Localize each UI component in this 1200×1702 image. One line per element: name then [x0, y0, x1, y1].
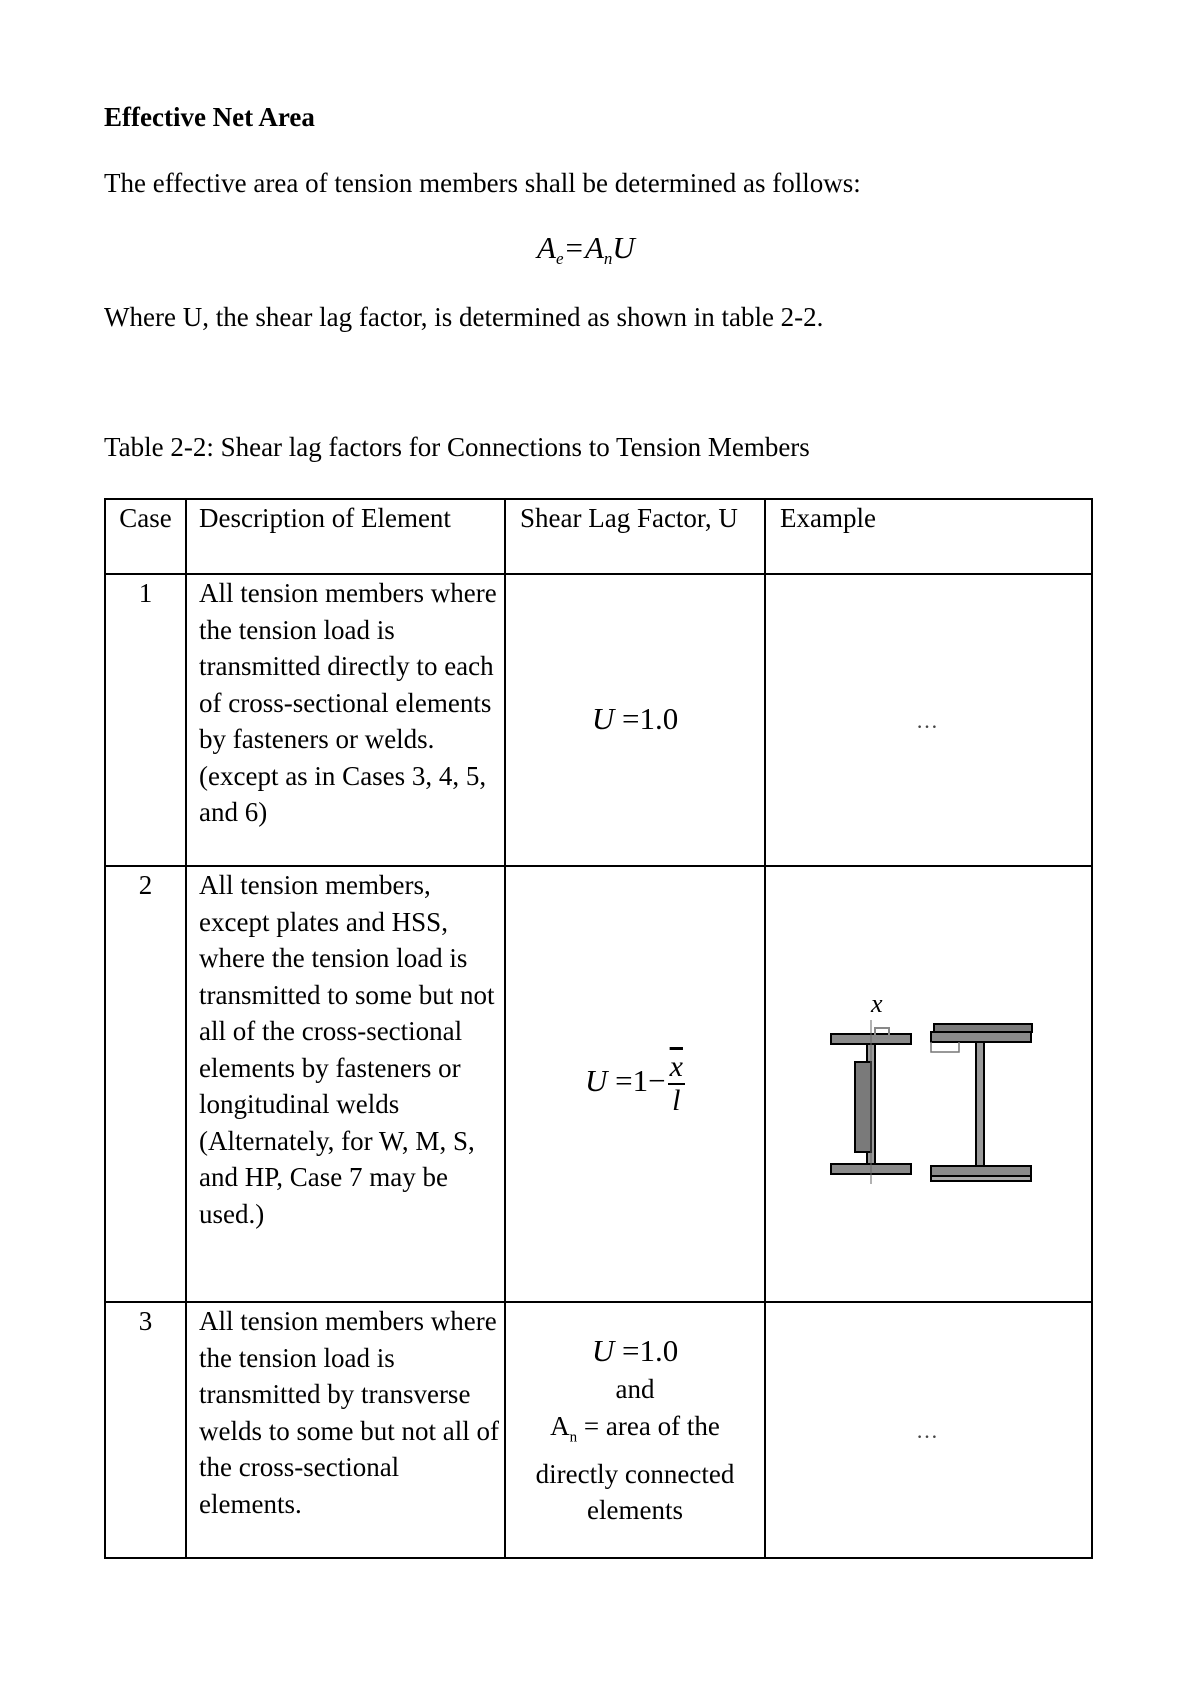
intro-paragraph: The effective area of tension members shall be determined as follows:	[104, 168, 861, 198]
table-header-row	[105, 499, 1092, 574]
formula-lhs-sub: e	[555, 249, 564, 268]
section-with-flange-weld	[931, 1024, 1032, 1181]
header-factor: Shear Lag Factor, U	[505, 499, 765, 574]
example-cell	[765, 574, 1092, 866]
fraction-numerator: $\overline{x}$	[669, 1050, 683, 1083]
section-heading: Effective Net Area	[104, 102, 315, 132]
case-description: All tension members where the tension load is transmitted directly to each of cross-sectional elements by fasteners or welds. (except as in Cases 3, 4, 5, and 6)	[186, 574, 505, 866]
example-placeholder: …	[916, 1417, 941, 1443]
u-symbol: U	[591, 701, 615, 737]
header-example: Example	[765, 499, 1092, 574]
effective-area-formula	[537, 230, 635, 269]
x-label: x	[870, 989, 883, 1018]
an-sub: n	[569, 1429, 578, 1446]
and-text: and	[615, 1374, 655, 1405]
example-cell	[765, 866, 1092, 1302]
w-section-diagram	[819, 984, 1039, 1184]
minus-sign: −	[648, 1063, 666, 1099]
one: 1	[632, 1063, 649, 1099]
table-row	[105, 866, 1092, 1302]
example-placeholder: …	[916, 707, 941, 733]
table-caption: Table 2-2: Shear lag factors for Connections to Tension Members	[104, 432, 810, 462]
case-description: All tension members where the tension load is transmitted by transverse welds to some but not all of the cross-sectional elements.	[186, 1302, 505, 1558]
u-equation	[506, 1331, 764, 1371]
section-with-splice-plate	[831, 1020, 911, 1184]
table-row	[105, 1302, 1092, 1558]
formula-rhs2: U	[612, 230, 635, 265]
u-equation	[592, 701, 678, 736]
equals-sign: =	[615, 1063, 633, 1099]
case-description: All tension members, except plates and HSS, where the tension load is transmitted to some but not all of the cross-sectional elements by fasteners or longitudinal welds (Alternately, for W, M, S, and HP, Case 7 may be used.)	[186, 866, 505, 1302]
where-paragraph: Where U, the shear lag factor, is determined as shown in table 2-2.	[104, 302, 824, 332]
shear-lag-factor	[505, 866, 765, 1302]
an-symbol: A	[550, 1410, 570, 1441]
fraction-denominator: l	[672, 1084, 681, 1117]
header-description: Description of Element	[186, 499, 505, 574]
header-case: Case	[105, 499, 186, 574]
u-value: 1.0	[639, 701, 679, 737]
u-symbol: U	[585, 1063, 608, 1099]
case-number: 1	[105, 574, 186, 866]
case-number: 3	[105, 1302, 186, 1558]
formula-lhs: A	[537, 230, 556, 265]
shear-lag-table	[104, 498, 1093, 1559]
table-row	[105, 574, 1092, 866]
equals-sign: =	[621, 701, 640, 737]
case-number: 2	[105, 866, 186, 1302]
equals-sign: =	[621, 1333, 640, 1369]
shear-lag-factor	[505, 574, 765, 866]
formula-rhs: A	[584, 230, 604, 265]
u-symbol: U	[591, 1333, 615, 1369]
fraction	[668, 1051, 685, 1117]
u-value: 1.0	[639, 1333, 679, 1369]
example-cell	[765, 1302, 1092, 1558]
formula-rhs-sub: n	[603, 249, 613, 268]
formula-equals: =	[565, 230, 583, 265]
u-equation	[585, 1050, 685, 1117]
shear-lag-factor	[505, 1302, 765, 1558]
an-definition: = area of the directly connected elements	[535, 1410, 735, 1526]
